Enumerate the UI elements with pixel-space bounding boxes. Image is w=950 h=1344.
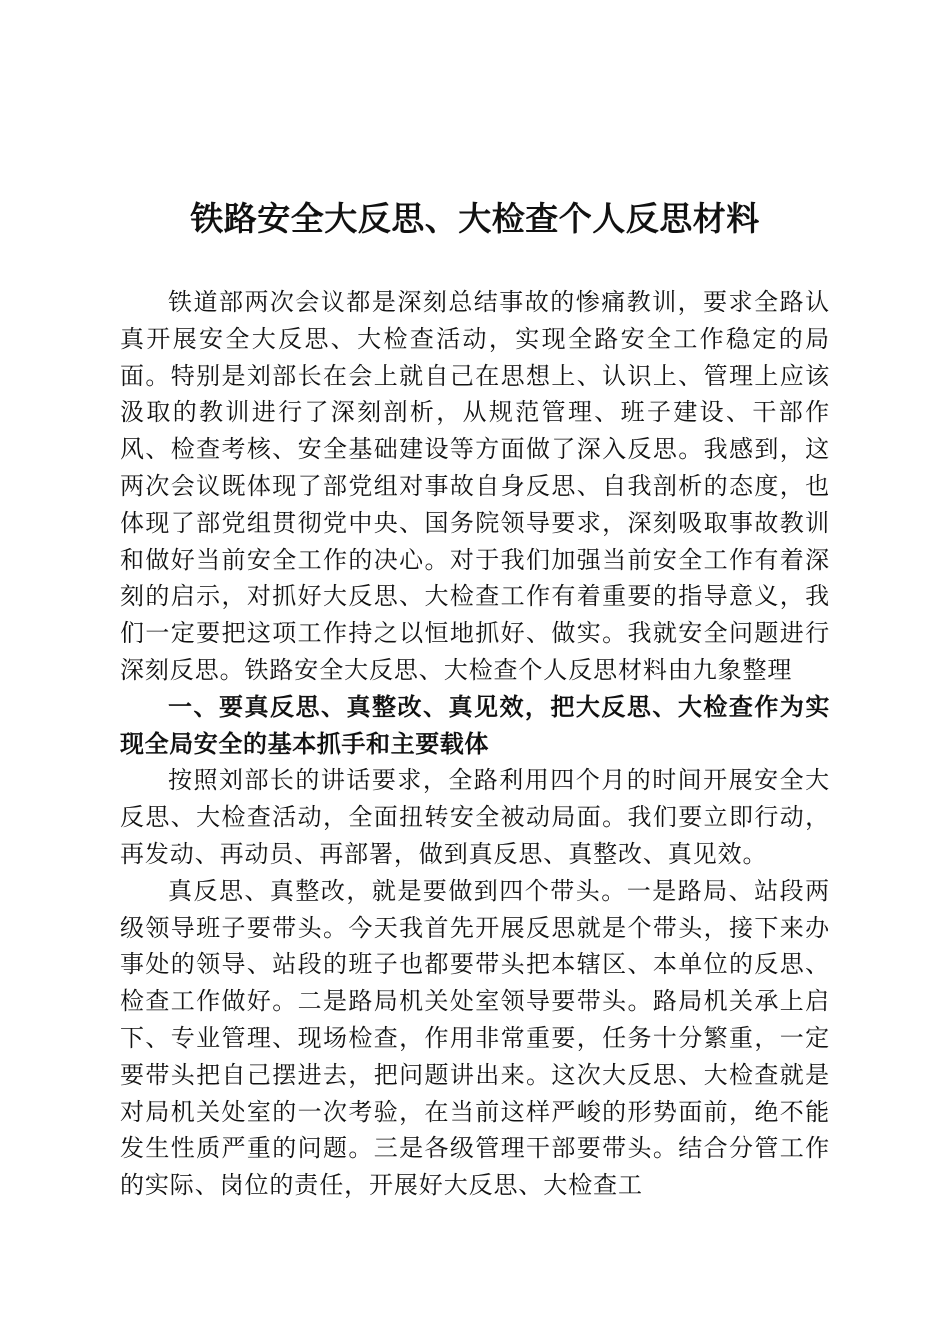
body-paragraph-intro: 铁道部两次会议都是深刻总结事故的惨痛教训，要求全路认真开展安全大反思、大检查活动，实现全路安全工作稳定的局面。特别是刘部长在会上就自己在思想上、认识上、管理上应该汲取的教训进行了深刻剖析，从规范管理、班子建设、干部作风、检查考核、安全基础建设等方面做了深入反思。我感到，这两次会议既体现了部党组对事故自身反思、自我剖析的态度，也体现了部党组贯彻党中央、国务院领导要求，深刻吸取事故教训和做好当前安全工作的决心。对于我们加强当前安全工作有着深刻的启示，对抓好大反思、大检查工作有着重要的指导意义，我们一定要把这项工作持之以恒地抓好、做实。我就安全问题进行深刻反思。铁路安全大反思、大检查个人反思材料由九象整理	[120, 288, 830, 684]
body-paragraph: 真反思、真整改，就是要做到四个带头。一是路局、站段两级领导班子要带头。今天我首先开展反思就是个带头，接下来办事处的领导、站段的班子也都要带头把本辖区、本单位的反思、检查工作做好。二是路局机关处室领导要带头。路局机关承上启下、专业管理、现场检查，作用非常重要，任务十分繁重，一定要带头把自己摆进去，把问题讲出来。这次大反思、大检查就是对局机关处室的一次考验，在当前这样严峻的形势面前，绝不能发生性质严重的问题。三是各级管理干部要带头。结合分管工作的实际、岗位的责任，开展好大反思、大检查工	[120, 876, 830, 1200]
document-body	[120, 284, 830, 1204]
document-title: 铁路安全大反思、大检查个人反思材料	[190, 199, 760, 238]
section-heading-1: 一、要真反思、真整改、真见效，把大反思、大检查作为实现全局安全的基本抓手和主要载体	[120, 692, 830, 758]
body-paragraph: 按照刘部长的讲话要求，全路利用四个月的时间开展安全大反思、大检查活动，全面扭转安全被动局面。我们要立即行动，再发动、再动员、再部署，做到真反思、真整改、真见效。	[120, 766, 830, 868]
